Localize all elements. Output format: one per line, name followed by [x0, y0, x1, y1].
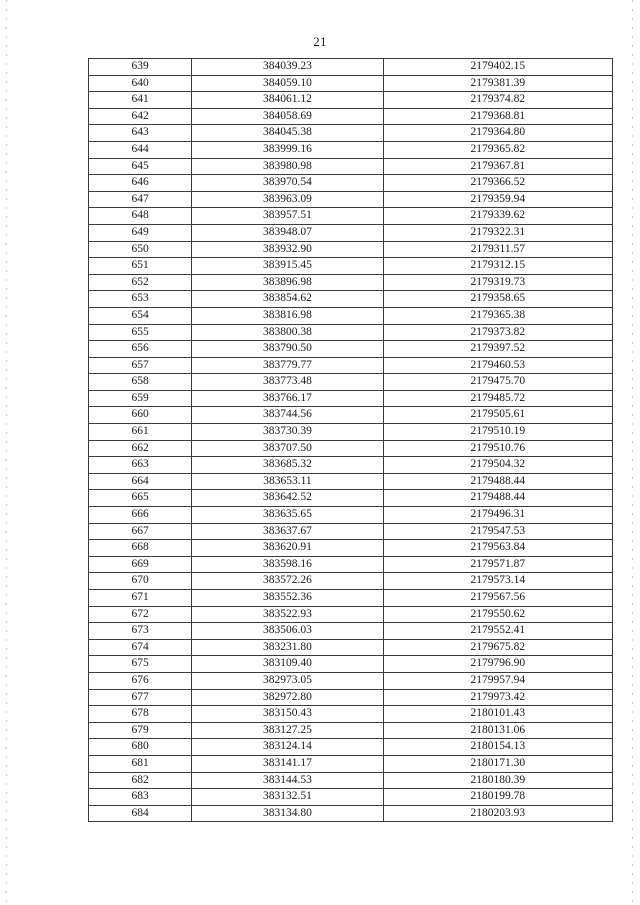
- x-coordinate-cell: 383957.51: [192, 208, 384, 225]
- table-row: [89, 739, 613, 756]
- table-row: [89, 374, 613, 391]
- point-number-cell: 647: [89, 191, 192, 208]
- point-number-cell: 650: [89, 241, 192, 258]
- point-number-cell: 682: [89, 772, 192, 789]
- table-row: [89, 573, 613, 590]
- table-row: [89, 540, 613, 557]
- point-number-cell: 678: [89, 706, 192, 723]
- x-coordinate-cell: 383816.98: [192, 307, 384, 324]
- right-scan-edge: [632, 0, 633, 905]
- point-number-cell: 658: [89, 374, 192, 391]
- y-coordinate-cell: 2179510.19: [383, 424, 612, 441]
- x-coordinate-cell: 383642.52: [192, 490, 384, 507]
- point-number-cell: 639: [89, 59, 192, 76]
- y-coordinate-cell: 2180180.39: [383, 772, 612, 789]
- table-row: [89, 158, 613, 175]
- table-row: [89, 92, 613, 109]
- x-coordinate-cell: 383773.48: [192, 374, 384, 391]
- point-number-cell: 642: [89, 108, 192, 125]
- point-number-cell: 667: [89, 523, 192, 540]
- x-coordinate-cell: 383766.17: [192, 390, 384, 407]
- table-row: [89, 706, 613, 723]
- table-row: [89, 291, 613, 308]
- y-coordinate-cell: 2179504.32: [383, 457, 612, 474]
- table-row: [89, 125, 613, 142]
- table-row: [89, 341, 613, 358]
- point-number-cell: 668: [89, 540, 192, 557]
- y-coordinate-cell: 2179319.73: [383, 274, 612, 291]
- y-coordinate-cell: 2179573.14: [383, 573, 612, 590]
- y-coordinate-cell: 2179373.82: [383, 324, 612, 341]
- point-number-cell: 672: [89, 606, 192, 623]
- page-number: 21: [313, 34, 327, 49]
- table-row: [89, 805, 613, 822]
- point-number-cell: 674: [89, 639, 192, 656]
- table-row: [89, 772, 613, 789]
- x-coordinate-cell: 383999.16: [192, 141, 384, 158]
- x-coordinate-cell: 383896.98: [192, 274, 384, 291]
- y-coordinate-cell: 2180203.93: [383, 805, 612, 822]
- point-number-cell: 659: [89, 390, 192, 407]
- y-coordinate-cell: 2179485.72: [383, 390, 612, 407]
- point-number-cell: 651: [89, 258, 192, 275]
- table-row: [89, 307, 613, 324]
- x-coordinate-cell: 383620.91: [192, 540, 384, 557]
- x-coordinate-cell: 383522.93: [192, 606, 384, 623]
- x-coordinate-cell: 383144.53: [192, 772, 384, 789]
- point-number-cell: 676: [89, 672, 192, 689]
- point-number-cell: 652: [89, 274, 192, 291]
- point-number-cell: 680: [89, 739, 192, 756]
- point-number-cell: 666: [89, 507, 192, 524]
- x-coordinate-cell: 383685.32: [192, 457, 384, 474]
- point-number-cell: 675: [89, 656, 192, 673]
- y-coordinate-cell: 2179475.70: [383, 374, 612, 391]
- y-coordinate-cell: 2179365.38: [383, 307, 612, 324]
- point-number-cell: 655: [89, 324, 192, 341]
- y-coordinate-cell: 2179550.62: [383, 606, 612, 623]
- point-number-cell: 671: [89, 590, 192, 607]
- point-number-cell: 643: [89, 125, 192, 142]
- table-row: [89, 175, 613, 192]
- x-coordinate-cell: 383707.50: [192, 440, 384, 457]
- x-coordinate-cell: 383109.40: [192, 656, 384, 673]
- point-number-cell: 681: [89, 755, 192, 772]
- y-coordinate-cell: 2179505.61: [383, 407, 612, 424]
- x-coordinate-cell: 383932.90: [192, 241, 384, 258]
- table-row: [89, 191, 613, 208]
- table-row: [89, 639, 613, 656]
- point-number-cell: 645: [89, 158, 192, 175]
- x-coordinate-cell: 383854.62: [192, 291, 384, 308]
- y-coordinate-cell: 2180131.06: [383, 722, 612, 739]
- y-coordinate-cell: 2179567.56: [383, 590, 612, 607]
- table-row: [89, 590, 613, 607]
- table-row: [89, 523, 613, 540]
- point-number-cell: 679: [89, 722, 192, 739]
- y-coordinate-cell: 2179322.31: [383, 224, 612, 241]
- point-number-cell: 677: [89, 689, 192, 706]
- x-coordinate-cell: 383779.77: [192, 357, 384, 374]
- y-coordinate-cell: 2180171.30: [383, 755, 612, 772]
- table-row: [89, 274, 613, 291]
- y-coordinate-cell: 2179359.94: [383, 191, 612, 208]
- y-coordinate-cell: 2179364.80: [383, 125, 612, 142]
- x-coordinate-cell: 383963.09: [192, 191, 384, 208]
- y-coordinate-cell: 2179488.44: [383, 490, 612, 507]
- y-coordinate-cell: 2179397.52: [383, 341, 612, 358]
- y-coordinate-cell: 2179374.82: [383, 92, 612, 109]
- table-row: [89, 457, 613, 474]
- y-coordinate-cell: 2179571.87: [383, 556, 612, 573]
- table-row: [89, 258, 613, 275]
- x-coordinate-cell: 384039.23: [192, 59, 384, 76]
- table-row: [89, 623, 613, 640]
- x-coordinate-cell: 384061.12: [192, 92, 384, 109]
- x-coordinate-cell: 383790.50: [192, 341, 384, 358]
- x-coordinate-cell: 383124.14: [192, 739, 384, 756]
- coordinate-table: [88, 58, 613, 822]
- coordinate-table-body: [89, 59, 613, 822]
- table-row: [89, 75, 613, 92]
- x-coordinate-cell: 383127.25: [192, 722, 384, 739]
- table-row: [89, 357, 613, 374]
- point-number-cell: 684: [89, 805, 192, 822]
- x-coordinate-cell: 383231.80: [192, 639, 384, 656]
- table-row: [89, 241, 613, 258]
- table-row: [89, 490, 613, 507]
- point-number-cell: 663: [89, 457, 192, 474]
- y-coordinate-cell: 2179381.39: [383, 75, 612, 92]
- x-coordinate-cell: 384058.69: [192, 108, 384, 125]
- x-coordinate-cell: 383141.17: [192, 755, 384, 772]
- point-number-cell: 665: [89, 490, 192, 507]
- y-coordinate-cell: 2179563.84: [383, 540, 612, 557]
- point-number-cell: 654: [89, 307, 192, 324]
- table-row: [89, 507, 613, 524]
- table-row: [89, 407, 613, 424]
- y-coordinate-cell: 2179339.62: [383, 208, 612, 225]
- y-coordinate-cell: 2179311.57: [383, 241, 612, 258]
- table-row: [89, 324, 613, 341]
- point-number-cell: 683: [89, 789, 192, 806]
- x-coordinate-cell: 382973.05: [192, 672, 384, 689]
- table-row: [89, 656, 613, 673]
- x-coordinate-cell: 383637.67: [192, 523, 384, 540]
- x-coordinate-cell: 384045.38: [192, 125, 384, 142]
- y-coordinate-cell: 2179973.42: [383, 689, 612, 706]
- y-coordinate-cell: 2179957.94: [383, 672, 612, 689]
- y-coordinate-cell: 2180154.13: [383, 739, 612, 756]
- point-number-cell: 662: [89, 440, 192, 457]
- y-coordinate-cell: 2179366.52: [383, 175, 612, 192]
- table-row: [89, 141, 613, 158]
- table-row: [89, 473, 613, 490]
- point-number-cell: 648: [89, 208, 192, 225]
- y-coordinate-cell: 2179675.82: [383, 639, 612, 656]
- table-row: [89, 755, 613, 772]
- x-coordinate-cell: 383635.65: [192, 507, 384, 524]
- table-row: [89, 424, 613, 441]
- point-number-cell: 644: [89, 141, 192, 158]
- point-number-cell: 640: [89, 75, 192, 92]
- x-coordinate-cell: 383552.36: [192, 590, 384, 607]
- table-row: [89, 59, 613, 76]
- x-coordinate-cell: 383980.98: [192, 158, 384, 175]
- table-row: [89, 208, 613, 225]
- y-coordinate-cell: 2180199.78: [383, 789, 612, 806]
- table-row: [89, 224, 613, 241]
- point-number-cell: 664: [89, 473, 192, 490]
- table-row: [89, 556, 613, 573]
- table-row: [89, 108, 613, 125]
- table-row: [89, 606, 613, 623]
- x-coordinate-cell: 383150.43: [192, 706, 384, 723]
- point-number-cell: 656: [89, 341, 192, 358]
- table-row: [89, 440, 613, 457]
- y-coordinate-cell: 2179552.41: [383, 623, 612, 640]
- x-coordinate-cell: 383730.39: [192, 424, 384, 441]
- y-coordinate-cell: 2179796.90: [383, 656, 612, 673]
- y-coordinate-cell: 2179365.82: [383, 141, 612, 158]
- point-number-cell: 653: [89, 291, 192, 308]
- x-coordinate-cell: 382972.80: [192, 689, 384, 706]
- y-coordinate-cell: 2179510.76: [383, 440, 612, 457]
- x-coordinate-cell: 383970.54: [192, 175, 384, 192]
- y-coordinate-cell: 2179488.44: [383, 473, 612, 490]
- x-coordinate-cell: 384059.10: [192, 75, 384, 92]
- x-coordinate-cell: 383800.38: [192, 324, 384, 341]
- y-coordinate-cell: 2180101.43: [383, 706, 612, 723]
- y-coordinate-cell: 2179496.31: [383, 507, 612, 524]
- point-number-cell: 669: [89, 556, 192, 573]
- x-coordinate-cell: 383653.11: [192, 473, 384, 490]
- y-coordinate-cell: 2179402.15: [383, 59, 612, 76]
- point-number-cell: 660: [89, 407, 192, 424]
- x-coordinate-cell: 383598.16: [192, 556, 384, 573]
- x-coordinate-cell: 383744.56: [192, 407, 384, 424]
- x-coordinate-cell: 383506.03: [192, 623, 384, 640]
- x-coordinate-cell: 383948.07: [192, 224, 384, 241]
- y-coordinate-cell: 2179358.65: [383, 291, 612, 308]
- point-number-cell: 661: [89, 424, 192, 441]
- y-coordinate-cell: 2179367.81: [383, 158, 612, 175]
- table-row: [89, 689, 613, 706]
- point-number-cell: 670: [89, 573, 192, 590]
- table-row: [89, 390, 613, 407]
- x-coordinate-cell: 383134.80: [192, 805, 384, 822]
- point-number-cell: 649: [89, 224, 192, 241]
- y-coordinate-cell: 2179312.15: [383, 258, 612, 275]
- x-coordinate-cell: 383572.26: [192, 573, 384, 590]
- point-number-cell: 657: [89, 357, 192, 374]
- y-coordinate-cell: 2179368.81: [383, 108, 612, 125]
- table-row: [89, 789, 613, 806]
- point-number-cell: 641: [89, 92, 192, 109]
- y-coordinate-cell: 2179460.53: [383, 357, 612, 374]
- x-coordinate-cell: 383915.45: [192, 258, 384, 275]
- table-row: [89, 672, 613, 689]
- point-number-cell: 646: [89, 175, 192, 192]
- left-scan-edge: [6, 0, 7, 905]
- x-coordinate-cell: 383132.51: [192, 789, 384, 806]
- table-row: [89, 722, 613, 739]
- y-coordinate-cell: 2179547.53: [383, 523, 612, 540]
- point-number-cell: 673: [89, 623, 192, 640]
